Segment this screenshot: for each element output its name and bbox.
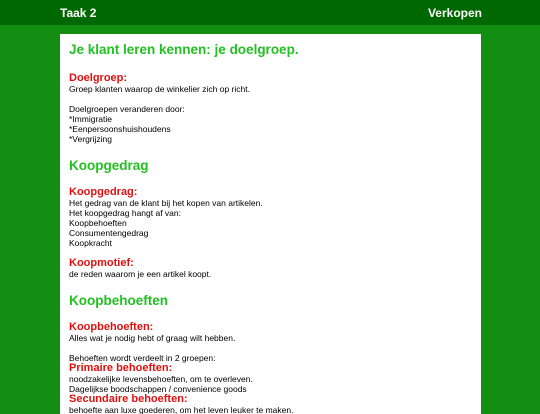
list-item: Koopkracht xyxy=(69,238,112,248)
list-item: Koopbehoeften xyxy=(69,218,127,228)
primaire-line: noodzakelijke levensbehoeften, om te overleven. xyxy=(69,374,253,384)
content-panel xyxy=(60,34,481,414)
list-item: Consumentengedrag xyxy=(69,228,149,238)
term-koopmotief: Koopmotief: xyxy=(69,257,134,269)
term-koopgedrag: Koopgedrag: xyxy=(69,186,138,198)
term-secundaire: Secundaire behoeften: xyxy=(69,393,188,405)
definition-koopgedrag: Het gedrag van de klant bij het kopen van artikelen. xyxy=(69,198,263,208)
list-item: *Vergrijzing xyxy=(69,134,112,144)
definition-koopmotief: de reden waarom je een artikel koopt. xyxy=(69,269,212,279)
page-title: Je klant leren kennen: je doelgroep. xyxy=(69,42,299,57)
definition-doelgroep: Groep klanten waarop de winkelier zich op richt. xyxy=(69,84,250,94)
list-item: *Immigratie xyxy=(69,114,112,124)
primaire-line: Dagelijkse boodschappen / convenience goods xyxy=(69,384,247,394)
definition-koopbehoeften: Alles wat je nodig hebt of graag wilt hebben. xyxy=(69,333,236,343)
header-bar xyxy=(0,0,540,25)
doelgroep-intro: Doelgroepen veranderen door: xyxy=(69,104,185,114)
header-title: Taak 2 xyxy=(60,5,97,20)
header-section: Verkopen xyxy=(427,5,482,20)
section-heading-koopgedrag: Koopgedrag xyxy=(69,158,149,173)
section-heading-koopbehoeften: Koopbehoeften xyxy=(69,293,168,308)
secundaire-line: behoefte aan luxe goederen, om het leven leuker te maken. xyxy=(69,405,294,414)
term-doelgroep: Doelgroep: xyxy=(69,72,128,84)
koopgedrag-intro: Het koopgedrag hangt af van: xyxy=(69,208,181,218)
list-item: *Eenpersoonshuishoudens xyxy=(69,124,171,134)
koopbehoeften-intro: Behoeften wordt verdeelt in 2 groepen: xyxy=(69,353,216,363)
term-primaire: Primaire behoeften: xyxy=(69,362,173,374)
term-koopbehoeften: Koopbehoeften: xyxy=(69,321,154,333)
